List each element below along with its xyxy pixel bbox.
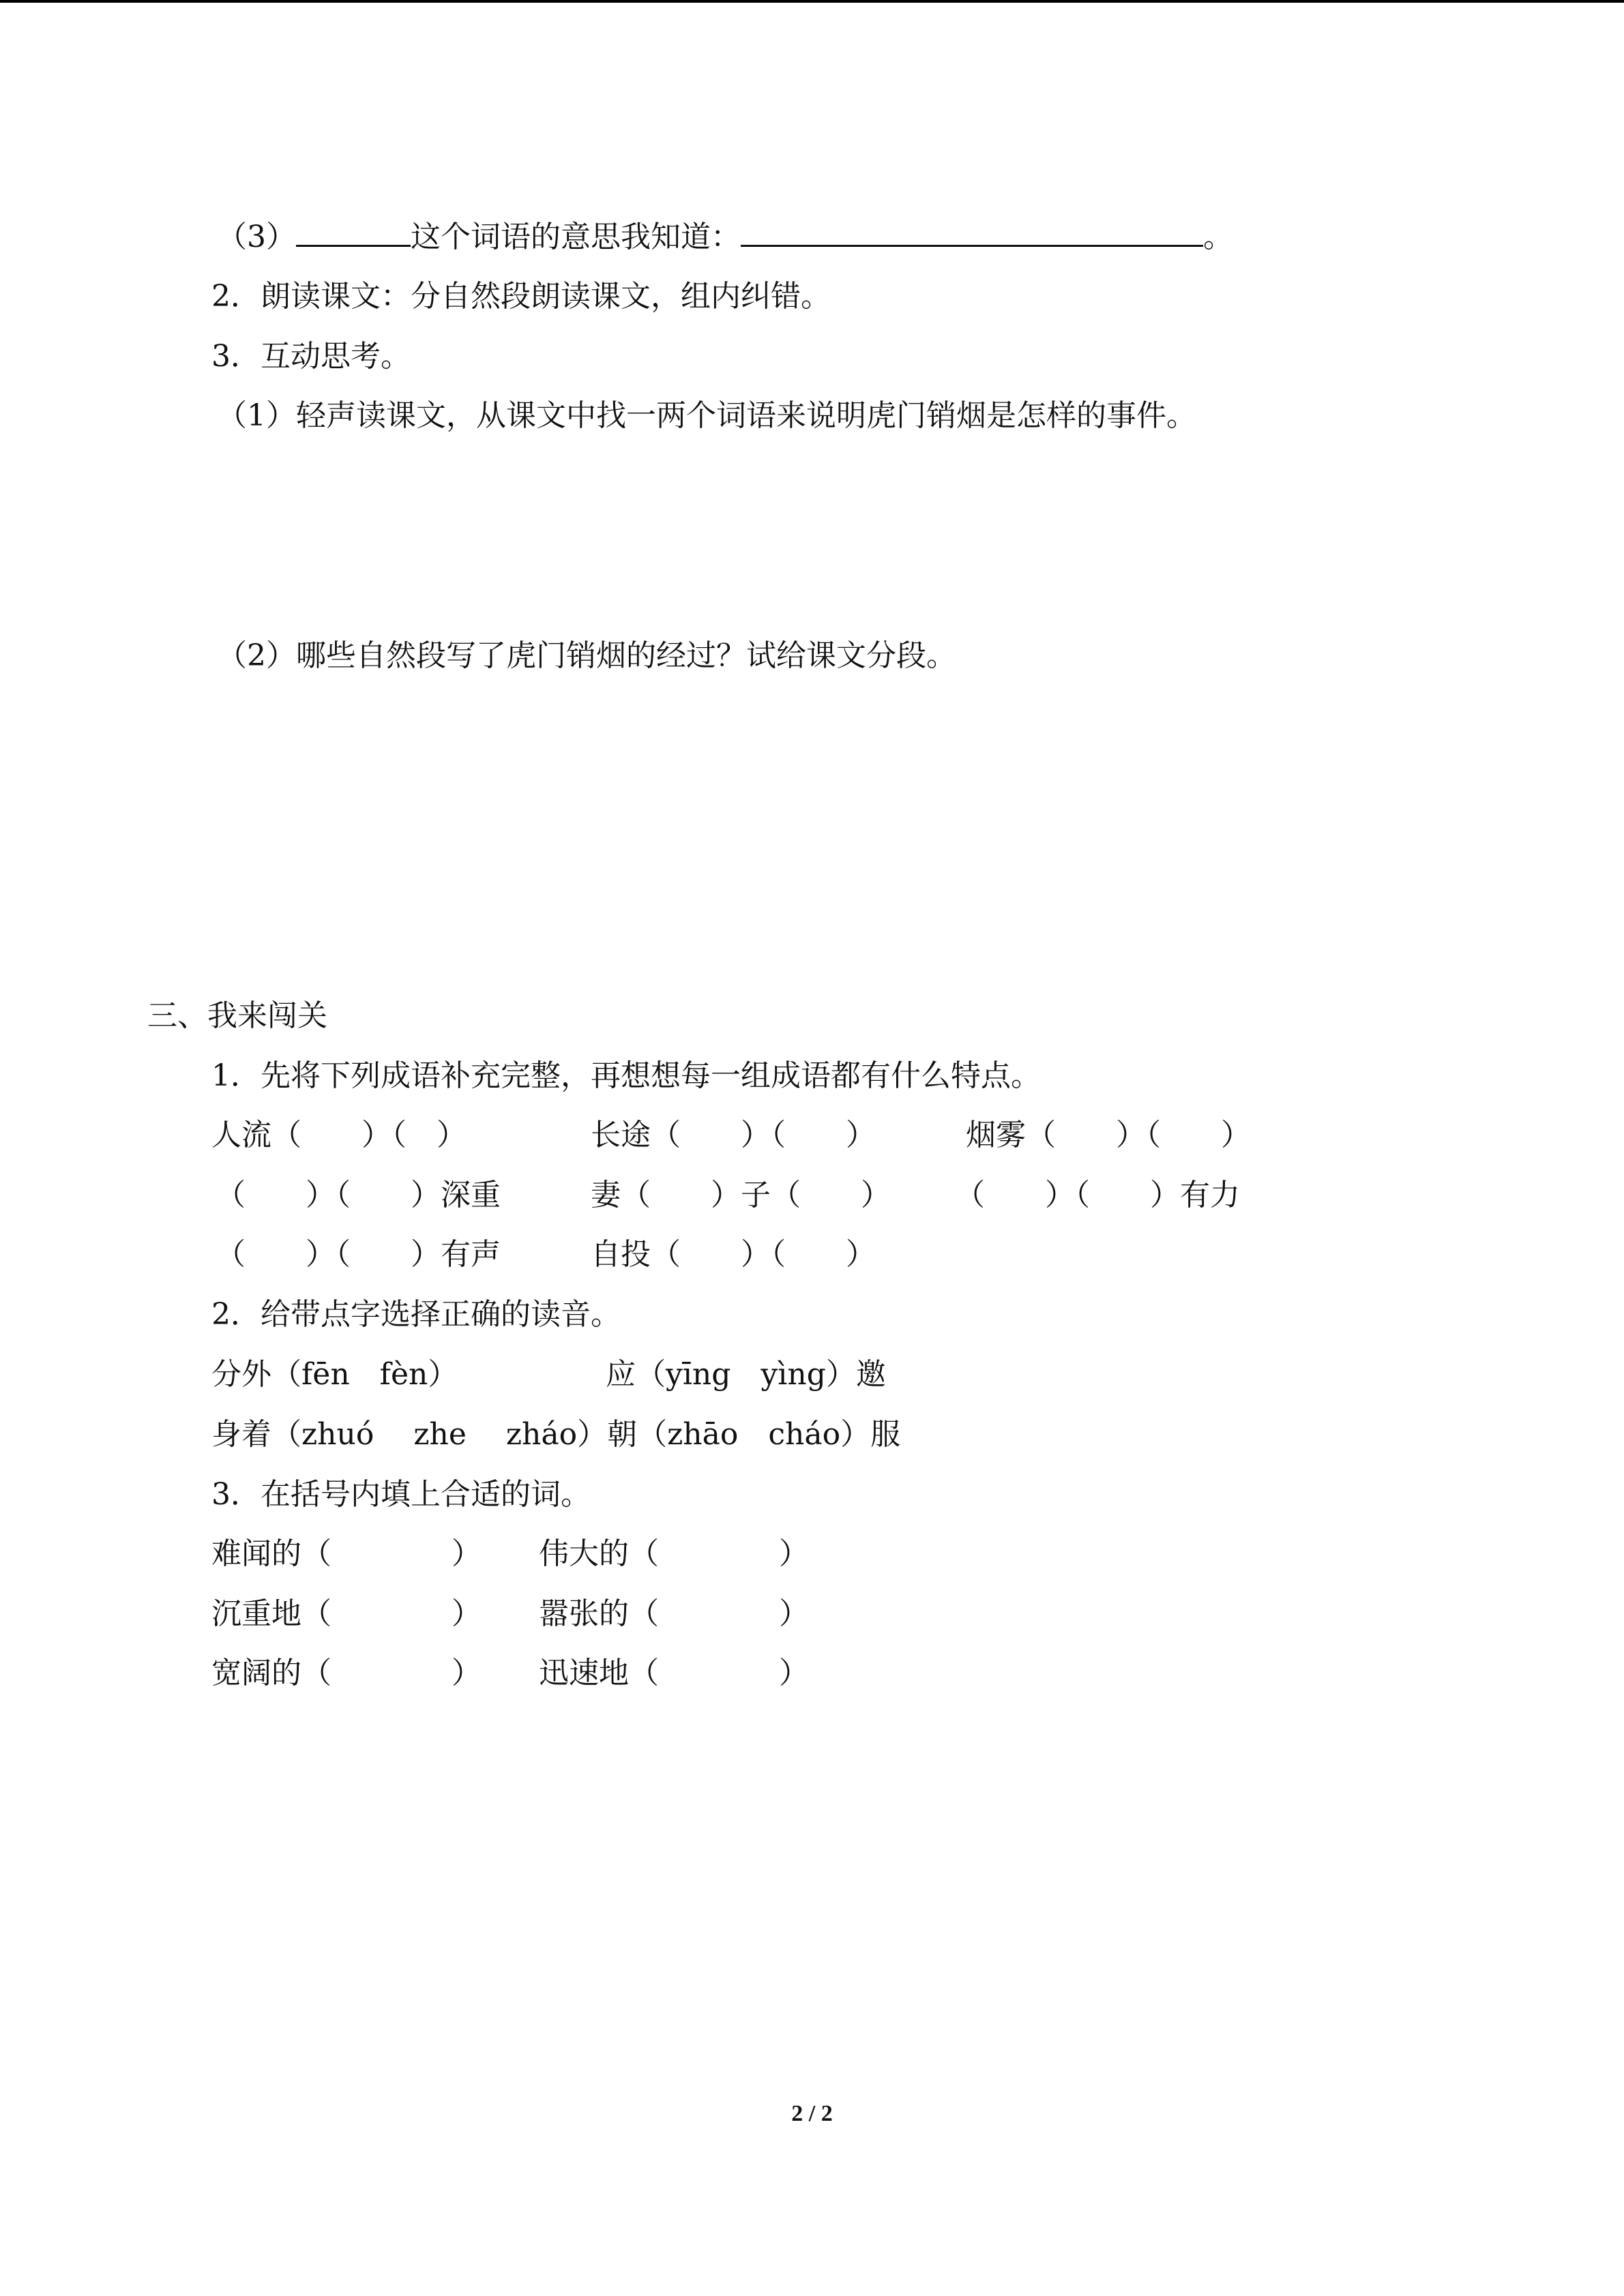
answer-blank-word[interactable] xyxy=(296,218,411,247)
section-heading-3: 三、我来闯关 xyxy=(147,998,327,1033)
question-prefix: （3） xyxy=(217,220,296,254)
idiom-item: （ ）（ ）有声 xyxy=(216,1237,501,1272)
answer-blank-meaning[interactable] xyxy=(741,218,1203,247)
fill-word-item: 迅速地（ ） xyxy=(539,1656,809,1690)
idiom-item: （ ）（ ）深重 xyxy=(216,1178,501,1212)
question-3-3-title: 3．在括号内填上合适的词。 xyxy=(211,1477,591,1512)
question-2-1-3 xyxy=(217,217,1233,258)
question-2-3: 3．互动思考。 xyxy=(211,339,411,374)
fill-word-item: 宽阔的（ ） xyxy=(211,1656,482,1690)
idiom-item: 人流（ ）（ ） xyxy=(211,1118,467,1152)
idiom-item: 长途（ ）（ ） xyxy=(591,1118,876,1152)
question-2-3-1: （1）轻声读课文，从课文中找一两个词语来说明虎门销烟是怎样的事件。 xyxy=(217,398,1196,433)
page-top-border xyxy=(0,0,1624,3)
page-number: 2 / 2 xyxy=(791,2101,833,2126)
fill-word-item: 嚣张的（ ） xyxy=(539,1596,809,1631)
idiom-item: 烟雾（ ）（ ） xyxy=(966,1118,1251,1152)
fill-word-item: 沉重地（ ） xyxy=(211,1596,482,1631)
fill-word-item: 伟大的（ ） xyxy=(539,1536,809,1571)
pronunciation-item: 分外（fēn fèn） xyxy=(211,1357,458,1392)
question-suffix: 。 xyxy=(1203,220,1233,254)
pronunciation-item: 应（yīng yìng）邀 xyxy=(606,1357,886,1392)
pronunciation-item: 身着（zhuó zhe zháo）朝（zhāo cháo）服 xyxy=(211,1417,901,1452)
question-3-1-title: 1．先将下列成语补充完整，再想想每一组成语都有什么特点。 xyxy=(211,1058,1041,1093)
question-2-2: 2．朗读课文：分自然段朗读课文，组内纠错。 xyxy=(211,279,831,314)
question-text: 这个词语的意思我知道： xyxy=(411,220,741,254)
idiom-item: 妻（ ）子（ ） xyxy=(591,1178,891,1212)
fill-word-item: 难闻的（ ） xyxy=(211,1536,482,1571)
question-2-3-2: （2）哪些自然段写了虎门销烟的经过？试给课文分段。 xyxy=(217,638,956,673)
idiom-item: （ ）（ ）有力 xyxy=(955,1178,1240,1212)
idiom-item: 自投（ ）（ ） xyxy=(591,1237,876,1272)
question-3-2-title: 2．给带点字选择正确的读音。 xyxy=(211,1297,621,1332)
